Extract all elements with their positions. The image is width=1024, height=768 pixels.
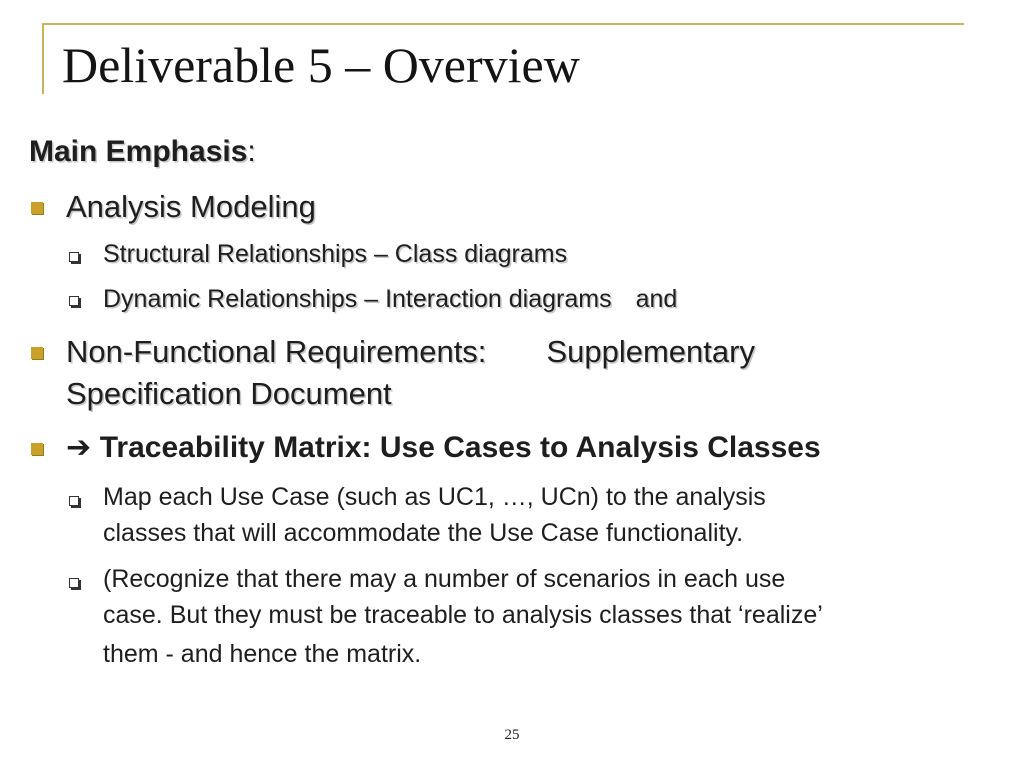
square-bullet-icon (31, 202, 43, 214)
hollow-square-bullet-icon (69, 578, 79, 588)
square-bullet-icon (31, 443, 43, 455)
sub-bullet-recognize-line2: case. But they must be traceable to analysis classes that ‘realize’ (103, 601, 823, 629)
square-bullet-icon (31, 347, 43, 359)
slide-title: Deliverable 5 – Overview (62, 37, 580, 93)
bullet-non-functional (66, 332, 755, 372)
main-emphasis-label: Main Emphasis (29, 135, 248, 168)
sub-bullet-dynamic-suffix: and (635, 285, 678, 313)
bullet-non-functional-line2: Specification Document (66, 376, 392, 411)
hollow-square-bullet-icon (69, 252, 79, 262)
main-emphasis-colon: : (247, 135, 256, 168)
bullet-non-functional-text: Non-Functional Requirements: (66, 334, 487, 369)
right-arrow-icon: ➔ (66, 431, 92, 464)
sub-bullet-recognize-line3: them - and hence the matrix. (103, 640, 422, 668)
hollow-square-bullet-icon (69, 296, 79, 306)
sub-bullet-dynamic (103, 281, 677, 317)
sub-bullet-map-line2: classes that will accommodate the Use Case functionality. (103, 519, 744, 547)
main-emphasis-heading (29, 135, 256, 169)
bullet-traceability (66, 427, 821, 468)
sub-bullet-map-line1: Map each Use Case (such as UC1, …, UCn) to the analysis (103, 483, 766, 511)
bullet-traceability-text: Traceability Matrix: Use Cases to Analysis Classes (99, 431, 821, 464)
hollow-square-bullet-icon (69, 496, 79, 506)
page-number: 25 (504, 727, 520, 743)
sub-bullet-dynamic-text: Dynamic Relationships – Interaction diagrams (103, 285, 612, 313)
bullet-analysis-modeling: Analysis Modeling (66, 189, 316, 224)
sub-bullet-recognize-line1: (Recognize that there may a number of scenarios in each use (103, 565, 786, 593)
sub-bullet-structural: Structural Relationships – Class diagrams (103, 240, 568, 268)
bullet-non-functional-right: Supplementary (546, 334, 755, 369)
